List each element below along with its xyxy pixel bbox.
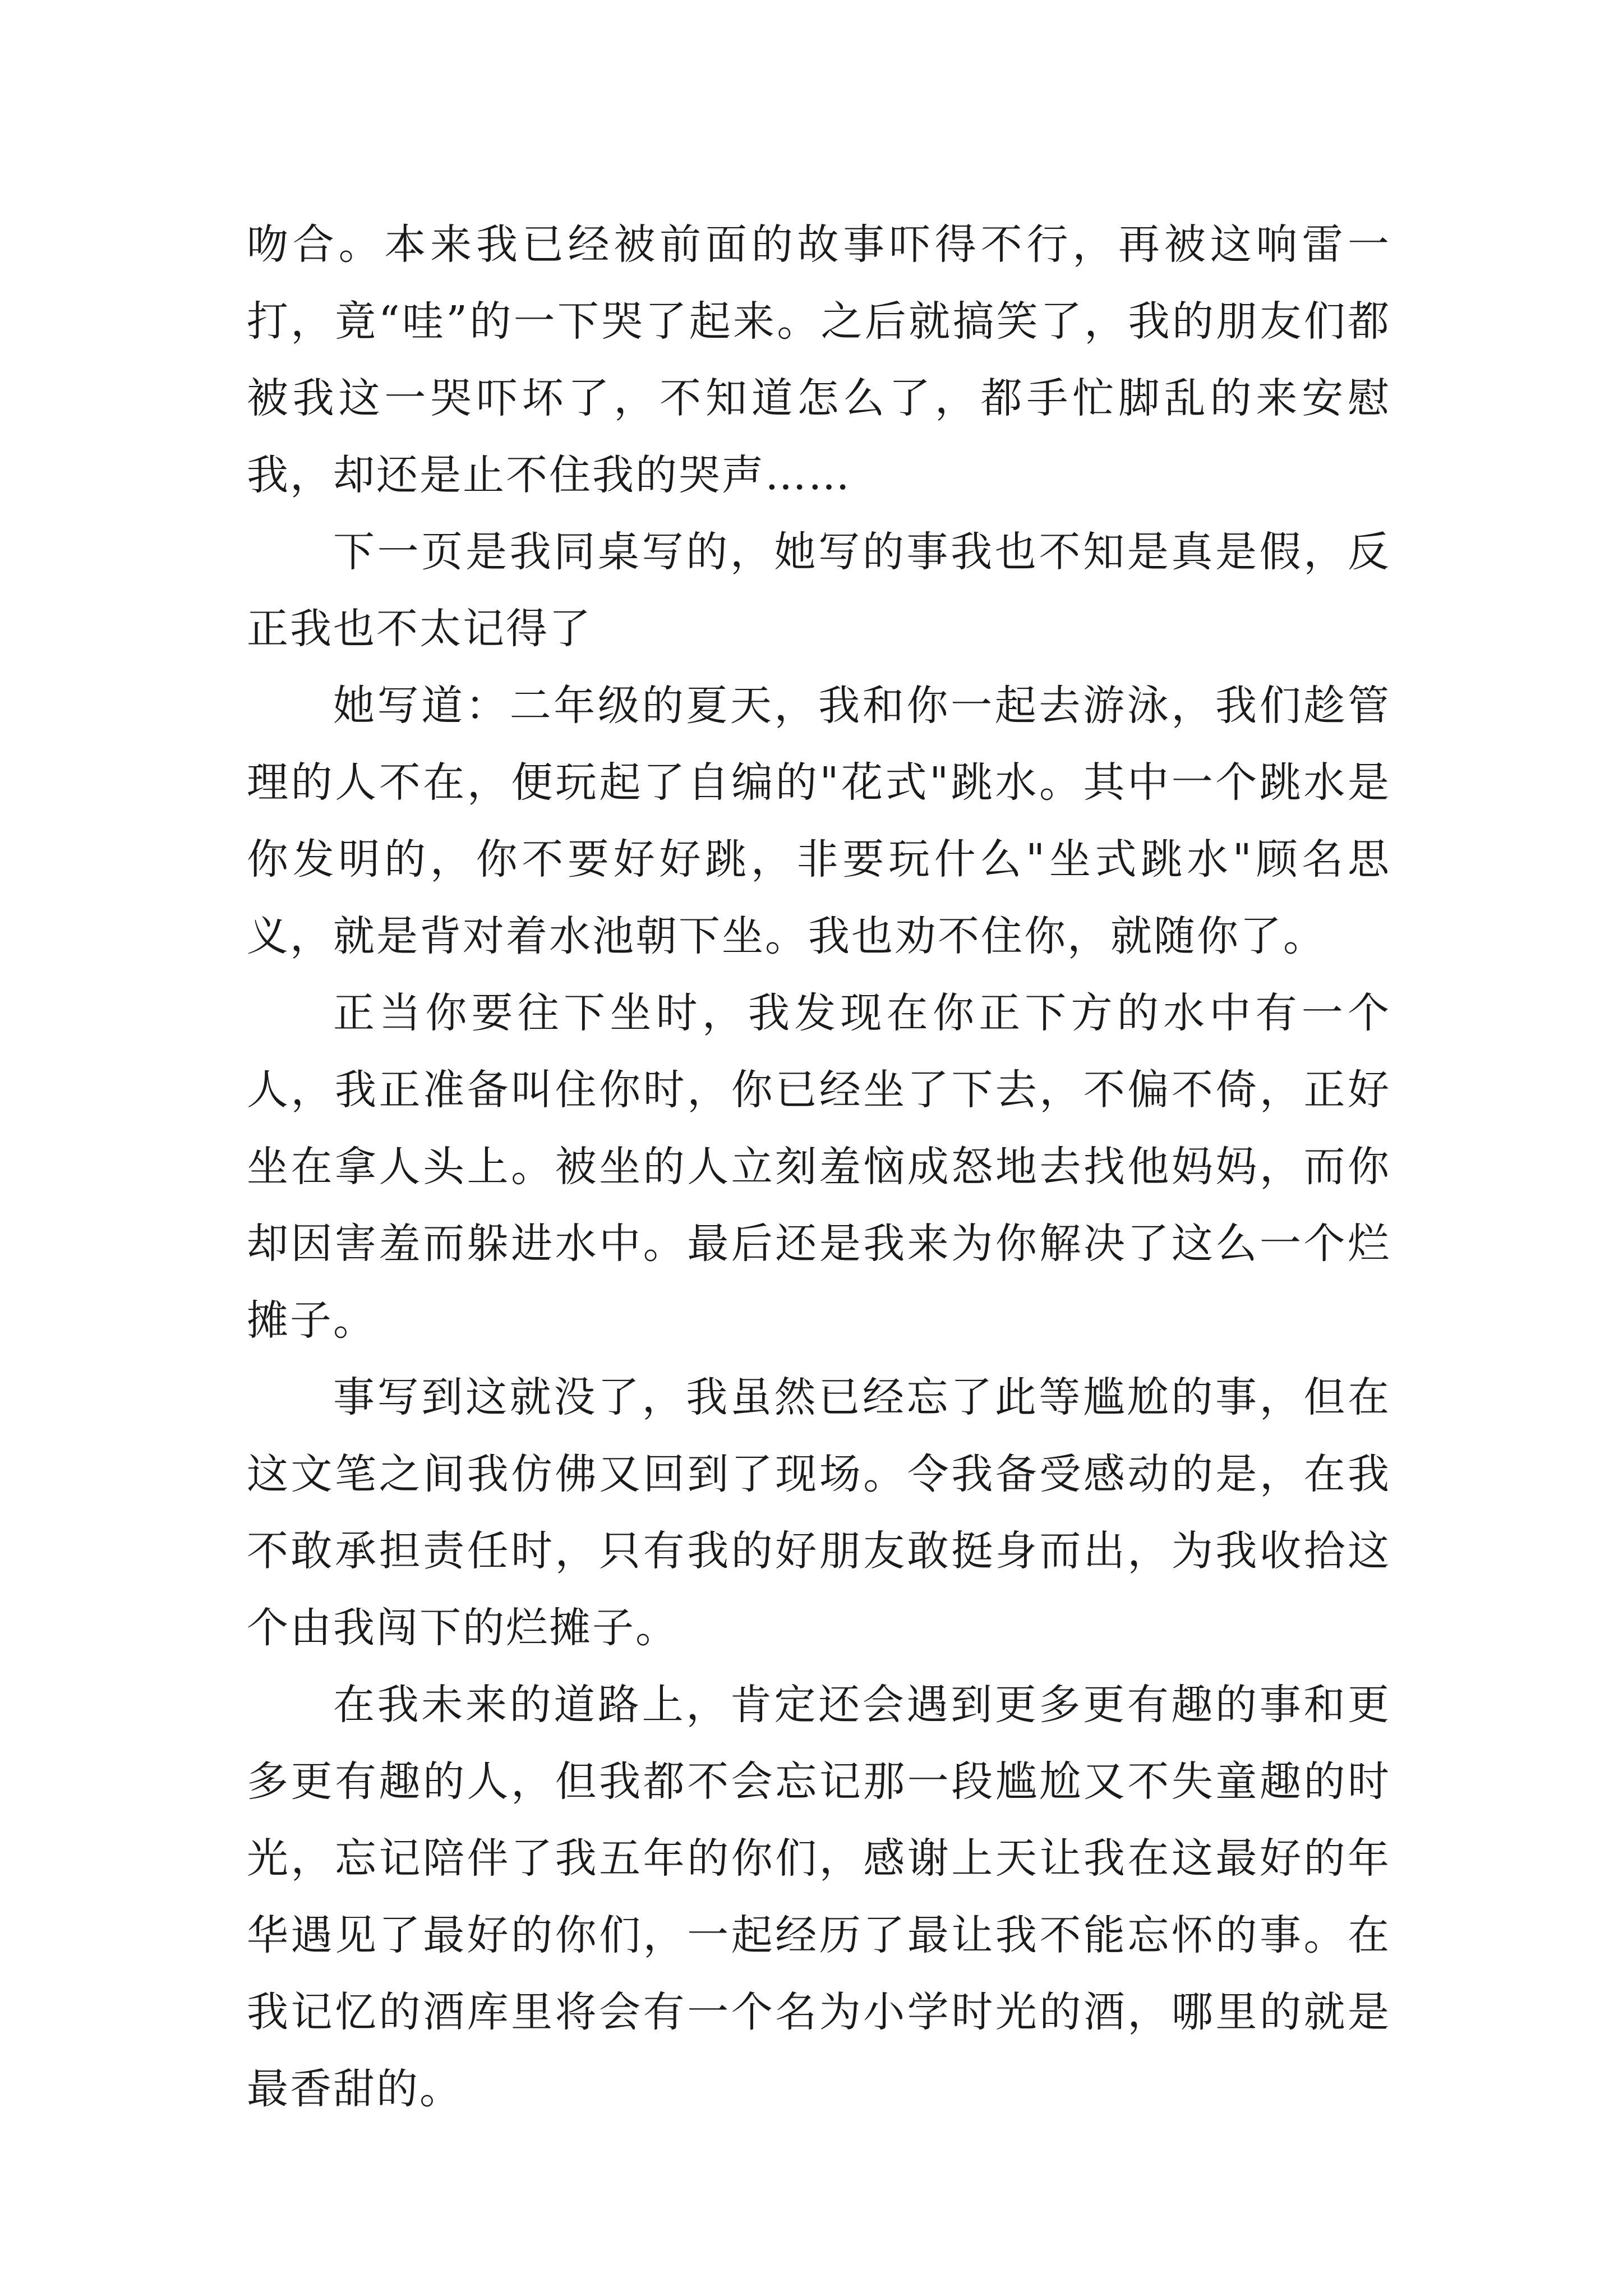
paragraph-2: 下一页是我同桌写的，她写的事我也不知是真是假，反正我也不太记得了 — [247, 528, 1391, 653]
paragraph-5: 事写到这就没了，我虽然已经忘了此等尴尬的事，但在这文笔之间我仿佛又回到了现场。令我备受感动的是，在我不敢承担责任时，只有我的好朋友敢挺身而出，为我收拾这个由我闯下的烂摊子。 — [247, 1373, 1391, 1652]
paragraph-6: 在我未来的道路上，肯定还会遇到更多更有趣的事和更多更有趣的人，但我都不会忘记那一段尴尬又不失童趣的时光，忘记陪伴了我五年的你们，感谢上天让我在这最好的年华遇见了最好的你们，一起经历了最让我不能忘怀的事。在我记忆的酒库里将会有一个名为小学时光的酒，哪里的就是最香甜的。 — [247, 1681, 1391, 2113]
paragraph-1: 吻合。本来我已经被前面的故事吓得不行，再被这响雷一打，竟“哇”的一下哭了起来。之后就搞笑了，我的朋友们都被我这一哭吓坏了，不知道怎么了，都手忙脚乱的来安慰我，却还是止不住我的哭声…… — [247, 220, 1391, 499]
paragraph-3: 她写道：二年级的夏天，我和你一起去游泳，我们趁管理的人不在，便玩起了自编的"花式"跳水。其中一个跳水是你发明的，你不要好好跳，非要玩什么"坐式跳水"顾名思义，就是背对着水池朝下坐。我也劝不住你，就随你了。 — [247, 682, 1391, 960]
paragraph-4: 正当你要往下坐时，我发现在你正下方的水中有一个人，我正准备叫住你时，你已经坐了下去，不偏不倚，正好坐在拿人头上。被坐的人立刻羞恼成怒地去找他妈妈，而你却因害羞而躲进水中。最后还是我来为你解决了这么一个烂摊子。 — [247, 989, 1391, 1345]
document-page — [247, 206, 1391, 2128]
